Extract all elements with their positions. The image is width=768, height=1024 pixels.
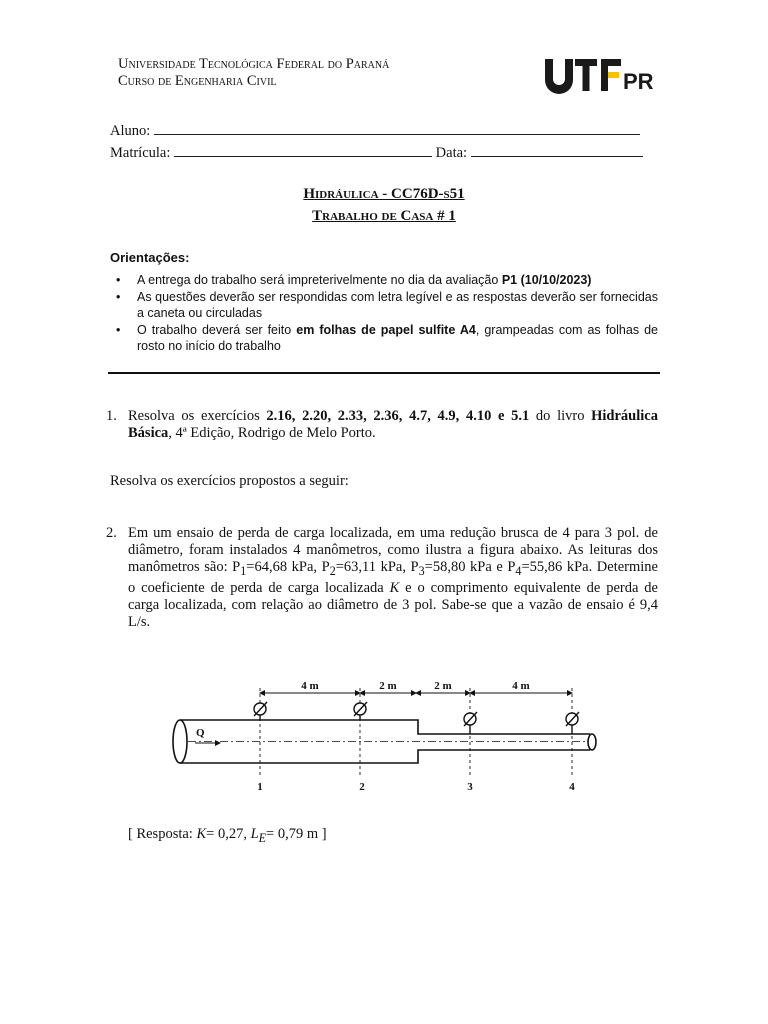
- question-2-number: 2.: [106, 525, 117, 541]
- orientacoes-list: [110, 272, 658, 355]
- course-name: Curso de Engenharia Civil: [118, 73, 277, 89]
- dim-label: 2 m: [379, 680, 397, 692]
- assignment-title: Trabalho de Casa # 1: [312, 208, 456, 224]
- aluno-row: [110, 121, 640, 140]
- question-1-number: 1.: [106, 408, 117, 424]
- orientacao-item: • As questões deverão ser respondidas com letra legível e as respostas deverão ser fornecidas a caneta ou circuladas: [116, 289, 658, 320]
- data-field[interactable]: [471, 143, 643, 157]
- pipe-reduction-figure: [140, 668, 630, 808]
- aluno-label: Aluno:: [110, 123, 151, 139]
- gauge-label: 2: [359, 781, 365, 793]
- utfpr-logo: [543, 55, 658, 95]
- data-label: Data:: [435, 145, 468, 161]
- orientacoes-heading: Orientações:: [110, 250, 190, 265]
- svg-text:PR: PR: [623, 69, 654, 94]
- dim-label: 4 m: [512, 680, 530, 692]
- answer-line: [ Resposta: K= 0,27, $L_E= 0,79$ m ]: [128, 826, 327, 845]
- question-1-text: Resolva os exercícios 2.16, 2.20, 2.33, 2.36, 4.7, 4.9, 4.10 e 5.1 do livro Hidráulica Básica, 4ª Edição, Rodrigo de Melo Porto.: [128, 408, 658, 441]
- dim-label: 2 m: [434, 680, 452, 692]
- course-title: Hidráulica - CC76D-s51: [303, 186, 465, 202]
- matricula-label: Matrícula:: [110, 145, 171, 161]
- university-name: Universidade Tecnológica Federal do Paraná: [118, 56, 390, 72]
- gauge-label: 4: [569, 781, 575, 793]
- exercises-intro: Resolva os exercícios propostos a seguir:: [110, 473, 349, 489]
- section-divider: [108, 372, 660, 374]
- orientacao-item: • O trabalho deverá ser feito em folhas de papel sulfite A4, grampeadas com as folhas de rosto no início do trabalho: [116, 322, 658, 353]
- gauge-label: 1: [257, 781, 263, 793]
- orientacao-item: • A entrega do trabalho será impreterivelmente no dia da avaliação P1 (10/10/2023): [116, 273, 592, 287]
- gauge-label: 3: [467, 781, 473, 793]
- flow-label: Q: [196, 727, 205, 739]
- dim-label: 4 m: [301, 680, 319, 692]
- aluno-field[interactable]: [154, 121, 640, 135]
- matricula-field[interactable]: [174, 143, 432, 157]
- question-2-text: Em um ensaio de perda de carga localizada, em uma redução brusca de 4 para 3 pol. de diâmetro, foram instalados 4 manômetros, como ilustra a figura abaixo. As leituras dos manômetros são: $P_1=64,68$ kPa, $P_2=63,11$ kPa, $P_3=58,80$ kPa e $P_4=55,86$ kPa. Determine o coeficiente de perda de carga localizada K e o comprimento equivalente de perda de carga localizada, com relação ao diâmetro de 3 pol. Sabe-se que a vazão de ensaio é 9,4 L/s.: [128, 525, 658, 630]
- matricula-row: [110, 143, 643, 162]
